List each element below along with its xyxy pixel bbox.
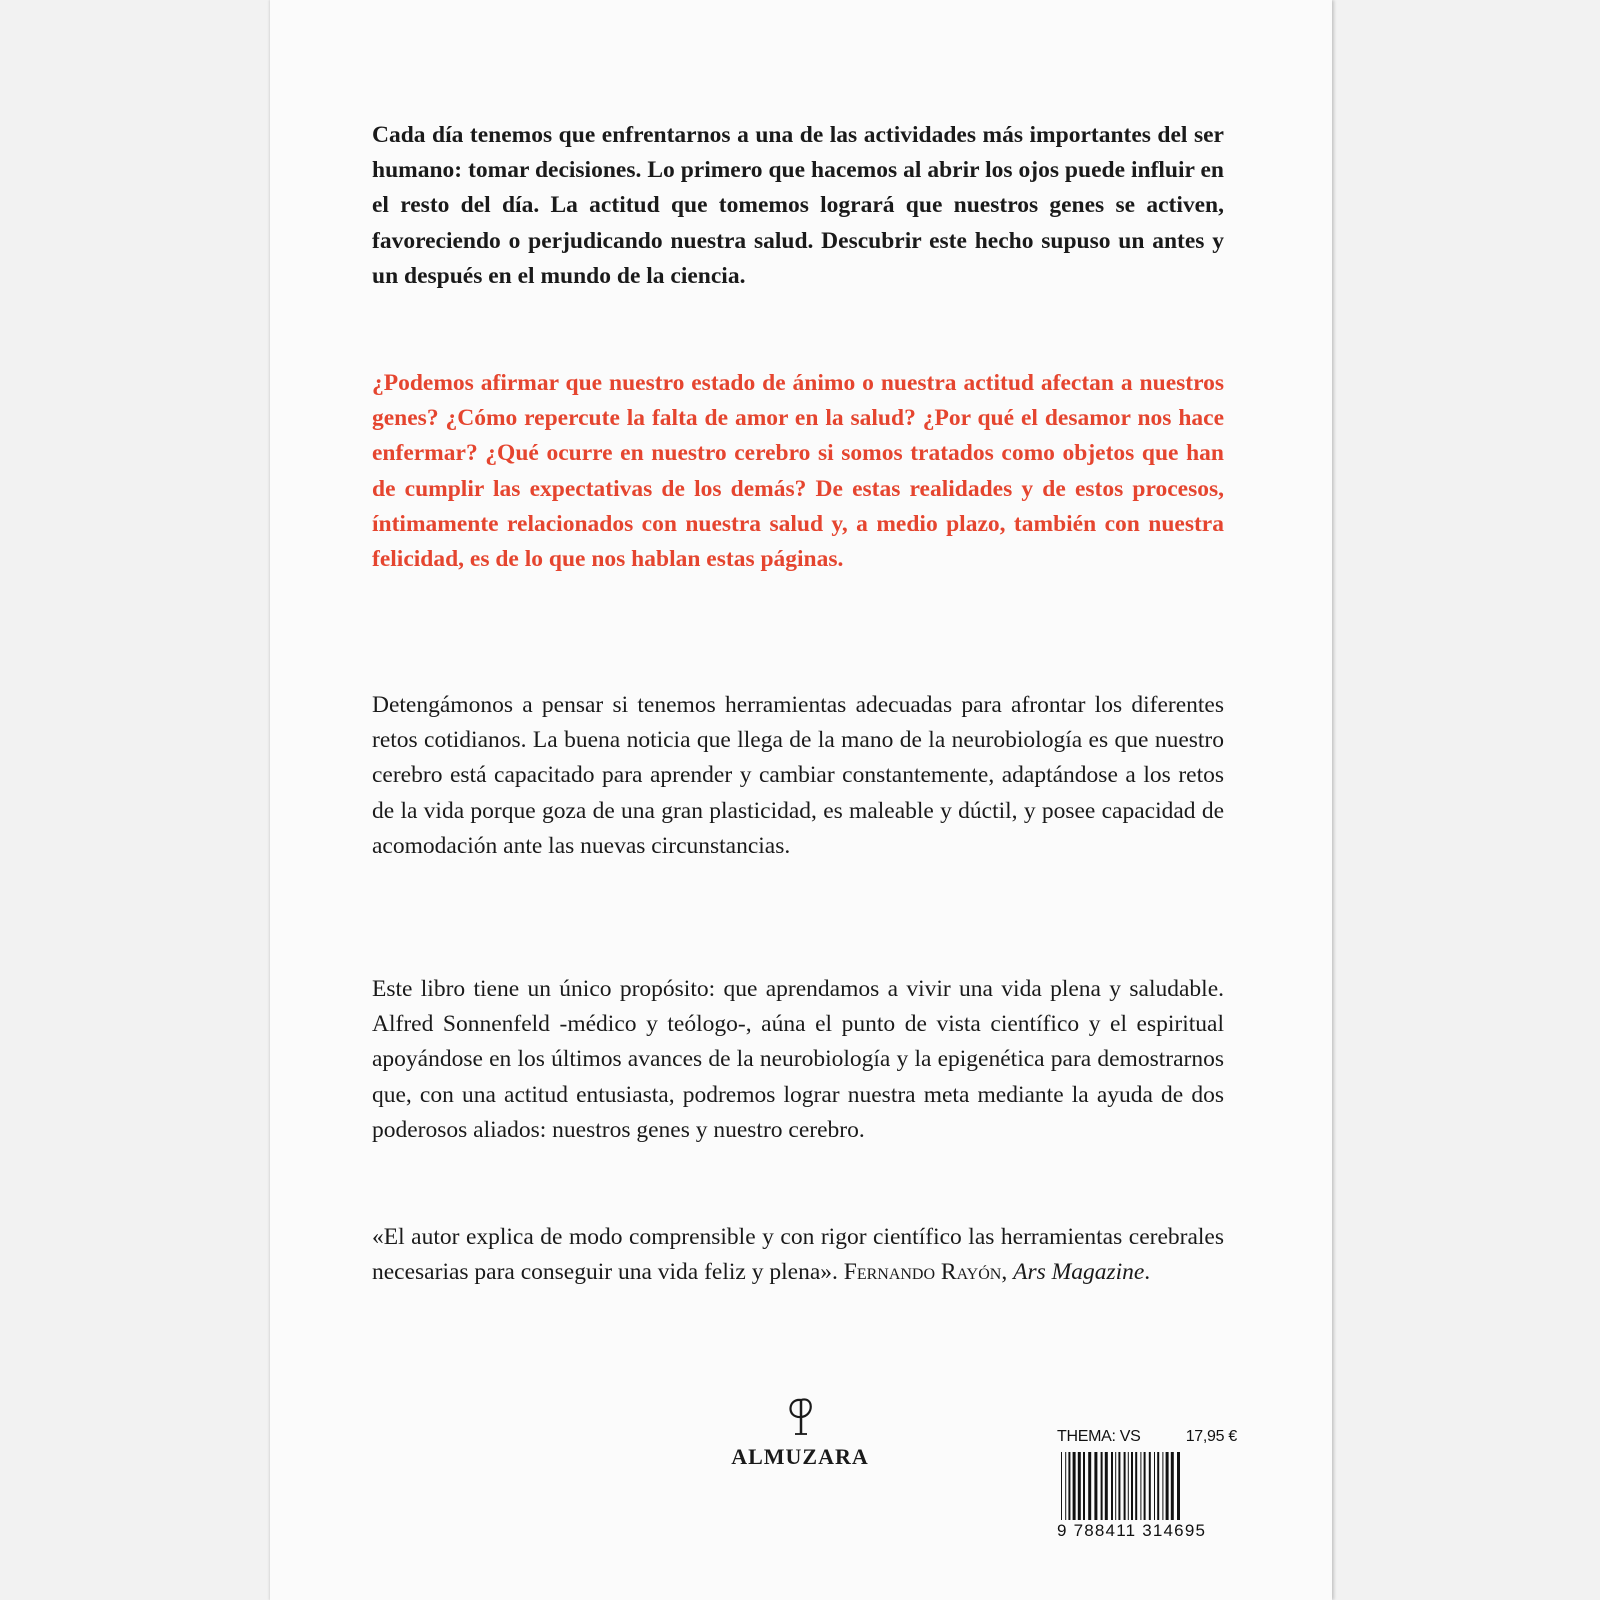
barcode-bar bbox=[1154, 1452, 1155, 1520]
neurobiology-paragraph: Detengámonos a pensar si tenemos herramientas adecuadas para afrontar los diferentes retos cotidianos. La buena noticia que llega de la mano de la neurobiología es que nuestro cerebro está capacitado para aprender y cambiar constantemente, adaptándose a los retos de la vida porque goza de una gran plasticidad, es maleable y dúctil, y posee capacidad de acomodación ante las nuevas circunstancias. bbox=[372, 692, 1224, 859]
barcode-bar bbox=[1131, 1452, 1133, 1520]
barcode-bar bbox=[1094, 1452, 1097, 1520]
publisher-emblem-icon bbox=[780, 1390, 820, 1436]
intro-paragraph: Cada día tenemos que enfrentarnos a una de las actividades más importantes del ser humano: tomar decisiones. Lo primero que hacemos al abrir los ojos puede influir en el resto del día. La actitud que tomemos logrará que nuestros genes se activen, favoreciendo o perjudicando nuestra salud. Descubrir este hecho supuso un antes y un después en el mundo de la ciencia. bbox=[372, 122, 1224, 289]
isbn-group-2: 314695 bbox=[1142, 1521, 1207, 1540]
barcode-bar bbox=[1149, 1452, 1151, 1520]
barcode-bar bbox=[1135, 1452, 1137, 1520]
quote-author: Fernando Rayón bbox=[843, 1259, 1002, 1286]
barcode-bar bbox=[1111, 1452, 1113, 1520]
barcode-bar bbox=[1162, 1452, 1163, 1520]
barcode-label bbox=[1057, 1428, 1237, 1541]
publisher-logo bbox=[720, 1390, 880, 1470]
barcode-bar bbox=[1144, 1452, 1146, 1520]
questions-paragraph: ¿Podemos afirmar que nuestro estado de ánimo o nuestra actitud afectan a nuestros genes? ¿Cómo repercute la falta de amor en la salud? ¿Por qué el desamor nos hace enfermar? ¿Qué ocurre en nuestro cerebro si somos tratados como objetos que han de cumplir las expectativas de los demás? De estas realidades y de estos procesos, íntimamente relacionados con nuestra salud y, a medio plazo, también con nuestra felicidad, es de lo que nos hablan estas páginas. bbox=[372, 370, 1224, 573]
thema-code: THEMA: VS bbox=[1057, 1428, 1141, 1445]
quote-separator: , bbox=[1001, 1259, 1008, 1286]
review-quote bbox=[372, 1220, 1224, 1290]
barcode-bar bbox=[1124, 1452, 1126, 1520]
thema-price-row bbox=[1057, 1428, 1237, 1446]
barcode-bar bbox=[1128, 1452, 1129, 1520]
barcode-bar bbox=[1166, 1452, 1169, 1520]
barcode-bar bbox=[1118, 1452, 1120, 1520]
barcode-bar bbox=[1115, 1452, 1116, 1520]
barcode-bar bbox=[1061, 1452, 1062, 1520]
barcode-bar bbox=[1171, 1452, 1174, 1520]
quote-source: Ars Magazine bbox=[1013, 1259, 1145, 1286]
barcode-bar bbox=[1105, 1452, 1108, 1520]
barcode-bar bbox=[1157, 1452, 1159, 1520]
isbn-number bbox=[1057, 1521, 1237, 1541]
barcode-bar bbox=[1078, 1452, 1081, 1520]
barcode-bars bbox=[1057, 1452, 1235, 1520]
publisher-name: ALMUZARA bbox=[731, 1444, 869, 1469]
price: 17,95 € bbox=[1185, 1428, 1237, 1445]
quote-end: . bbox=[1144, 1259, 1151, 1286]
barcode-bar bbox=[1088, 1452, 1091, 1520]
barcode-bar bbox=[1073, 1452, 1076, 1520]
quote-text: «El autor explica de modo comprensible y con rigor científico las herramientas cerebrales necesarias para conseguir una vida feliz y plena». bbox=[372, 1224, 1224, 1286]
barcode-bar bbox=[1140, 1452, 1141, 1520]
isbn-prefix: 9 bbox=[1057, 1521, 1068, 1540]
barcode-bar bbox=[1068, 1452, 1070, 1520]
barcode-bar bbox=[1065, 1452, 1066, 1520]
barcode-bar bbox=[1083, 1452, 1085, 1520]
isbn-group-1: 788411 bbox=[1073, 1521, 1137, 1540]
purpose-paragraph: Este libro tiene un único propósito: que aprendamos a vivir una vida plena y saludable. Alfred Sonnenfeld -médico y teólogo-, aúna el punto de vista científico y el espiritual apoyándose en los últimos avances de la neurobiología y la epigenética para demostrarnos que, con una actitud entusiasta, podremos lograr nuestra meta mediante la ayuda de dos poderosos aliados: nuestros genes y nuestro cerebro. bbox=[372, 976, 1224, 1143]
barcode-bar bbox=[1101, 1452, 1103, 1520]
barcode-bar bbox=[1177, 1452, 1180, 1520]
